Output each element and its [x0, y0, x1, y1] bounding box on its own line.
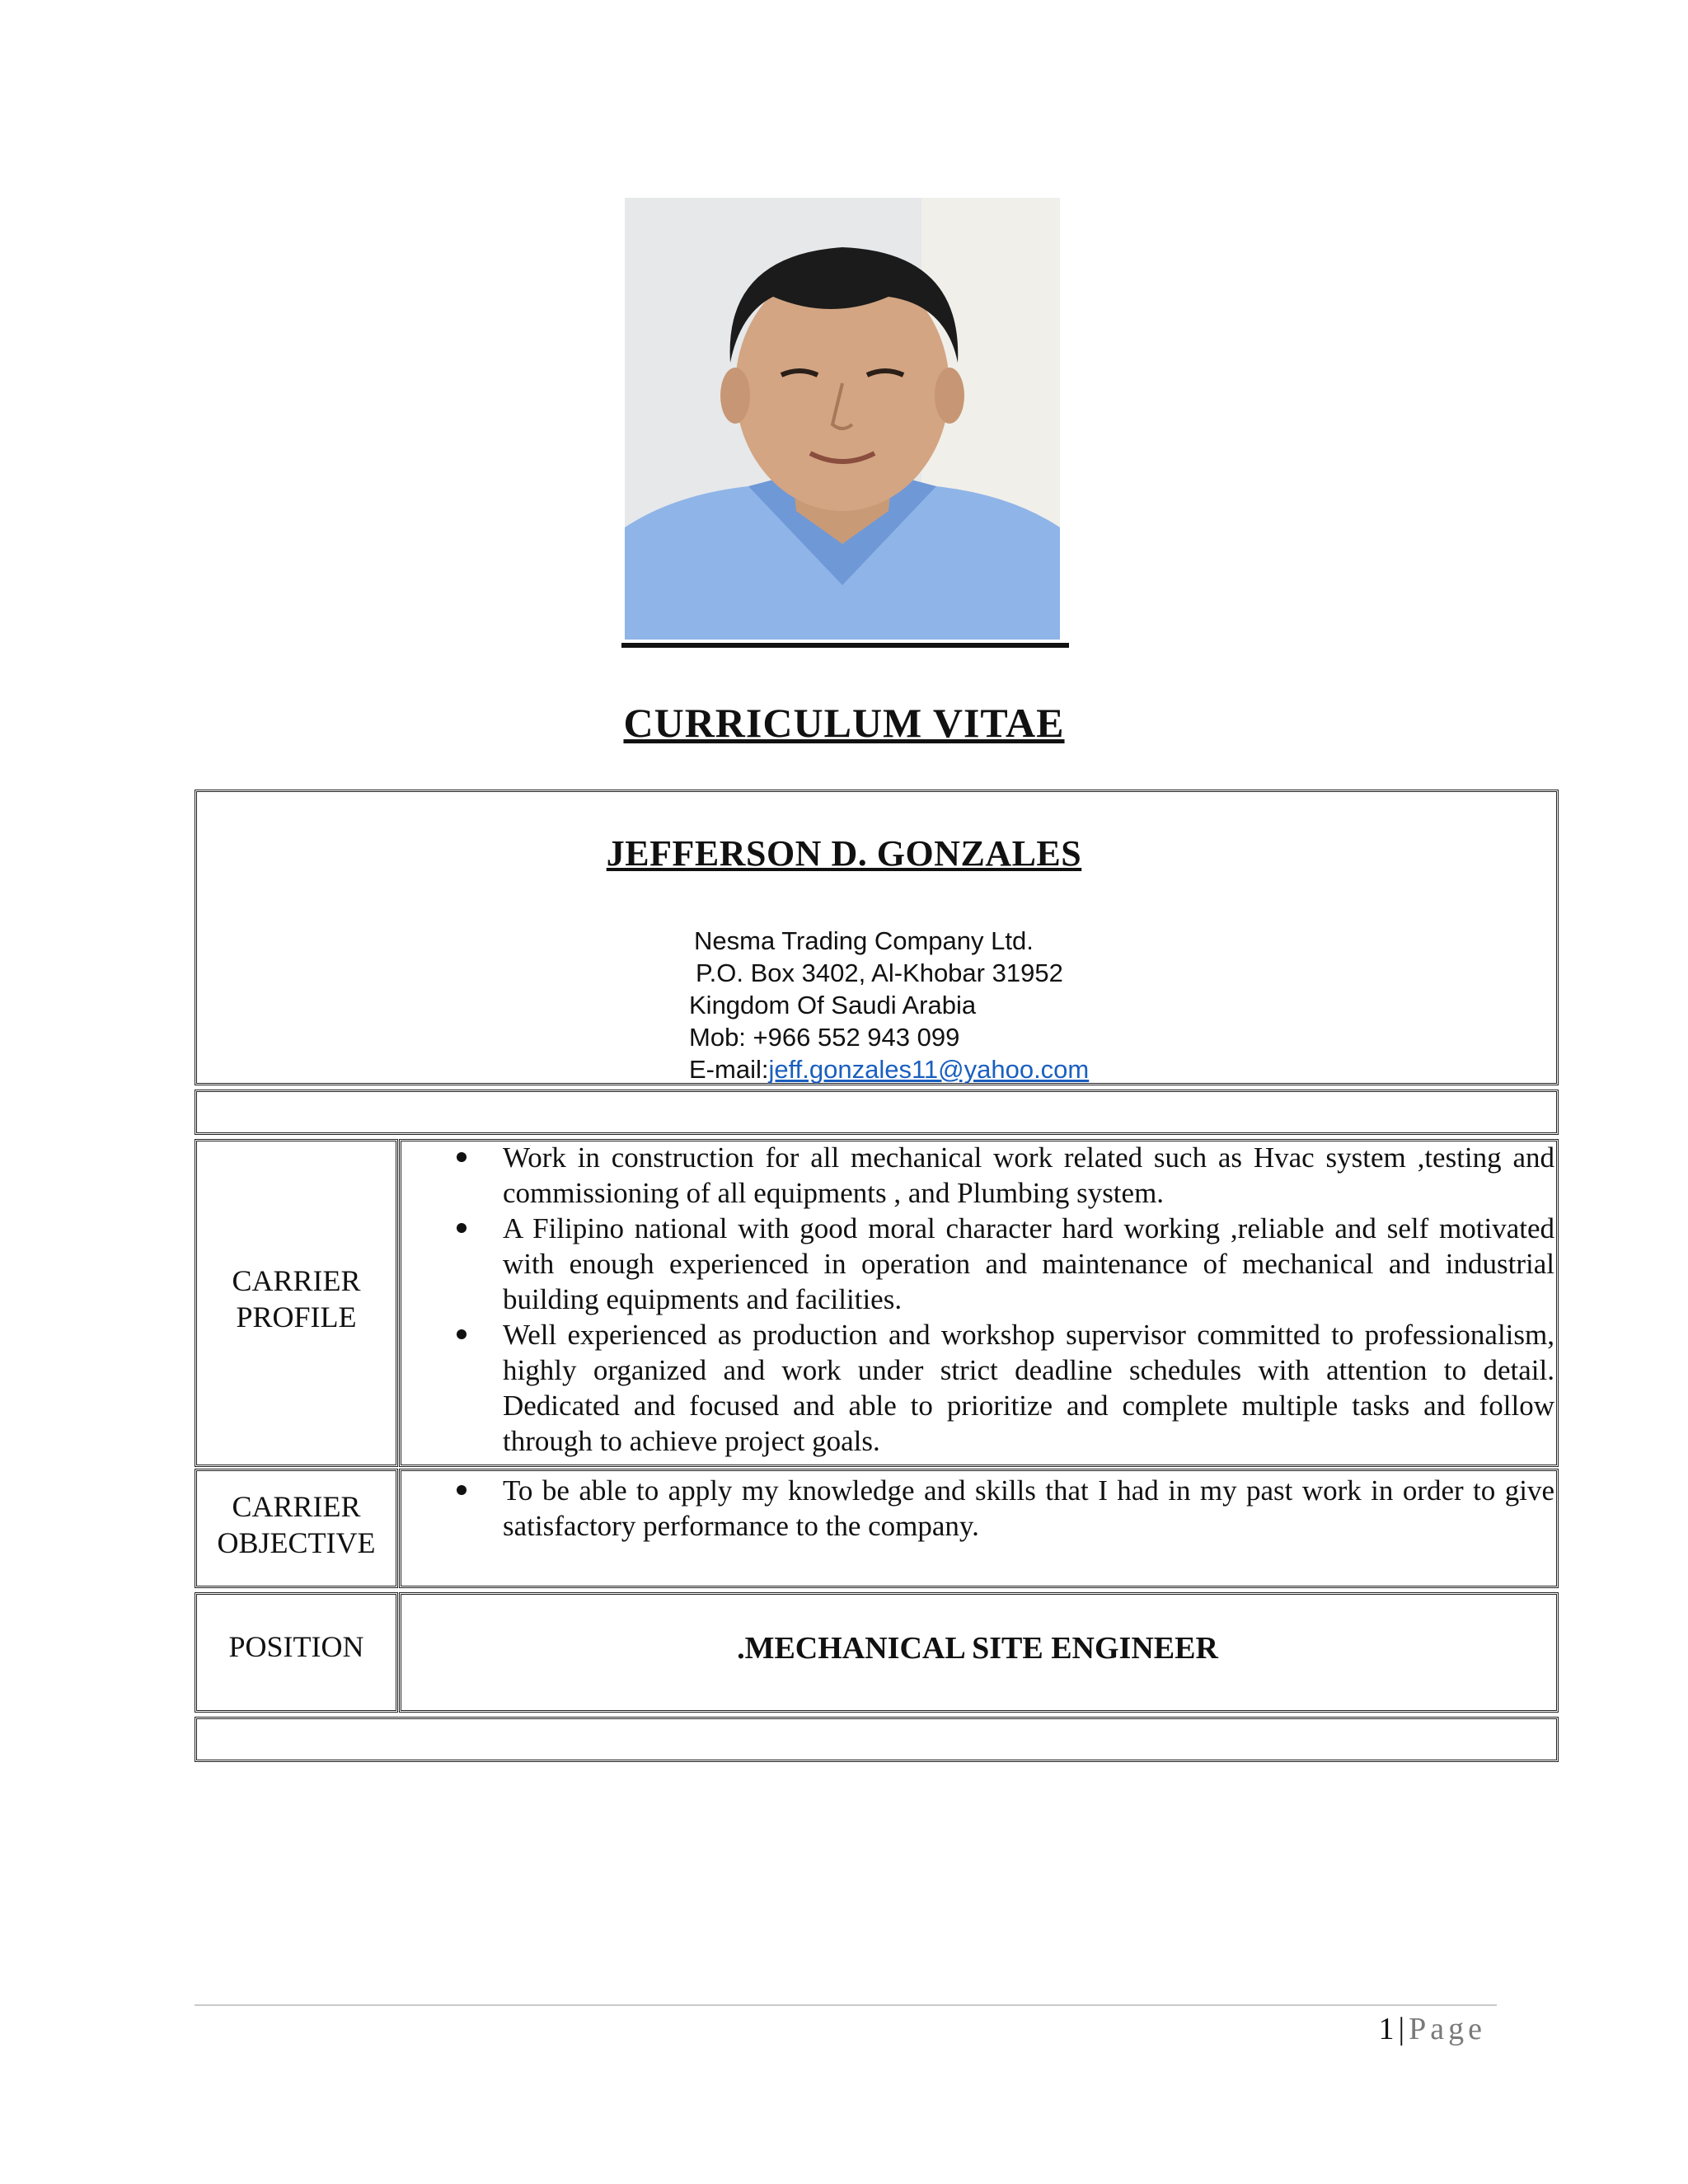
email-label: E-mail:	[689, 1055, 769, 1084]
mobile-line: Mob: +966 552 943 099	[689, 1023, 960, 1052]
portrait-image	[625, 198, 1060, 640]
page-separator: |	[1398, 2012, 1409, 2046]
list-item: A Filipino national with good moral character hard working ,reliable and self motivated with enough experienced in operation and maintenance of mechanical and industrial building equipments and facilities.	[450, 1211, 1554, 1317]
list-item: Well experienced as production and workshop supervisor committed to professionalism, highly organized and work under strict deadline schedules with attention to detail. Dedicated and focused and able to prioritize and complete multiple tasks and follow through to achieve project goals.	[450, 1317, 1554, 1459]
page-number: 1	[1378, 2012, 1399, 2046]
position-label: POSITION	[228, 1630, 364, 1663]
spacer-box-bottom	[195, 1717, 1559, 1762]
photo-underline	[621, 643, 1069, 648]
list-item: Work in construction for all mechanical work related such as Hvac system ,testing and commissioning of all equipments , and Plumbing system.	[450, 1140, 1554, 1211]
spacer-box-top	[195, 1090, 1559, 1135]
candidate-name: JEFFERSON D. GONZALES	[606, 833, 1082, 874]
objective-label: CARRIER OBJECTIVE	[217, 1490, 376, 1559]
document-title: CURRICULUM VITAE	[623, 700, 1065, 746]
country-line: Kingdom Of Saudi Arabia	[689, 991, 977, 1019]
page-footer	[1379, 2011, 1486, 2047]
profile-label: CARRIER PROFILE	[232, 1264, 361, 1333]
position-value: .MECHANICAL SITE ENGINEER	[737, 1631, 1218, 1666]
email-link[interactable]: jeff.gonzales11@yahoo.com	[768, 1055, 1090, 1084]
contact-block	[689, 925, 1089, 1085]
page-label: Page	[1409, 2012, 1486, 2046]
footer-divider	[195, 2004, 1497, 2006]
objective-bullets	[450, 1473, 1554, 1544]
company-line: Nesma Trading Company Ltd.	[694, 926, 1034, 955]
email-line	[689, 1053, 1089, 1085]
address-line: P.O. Box 3402, Al-Khobar 31952	[696, 958, 1063, 987]
list-item: To be able to apply my knowledge and skills that I had in my past work in order to give satisfactory performance to the company.	[450, 1473, 1554, 1544]
profile-photo	[625, 198, 1060, 640]
profile-bullets	[450, 1140, 1554, 1459]
